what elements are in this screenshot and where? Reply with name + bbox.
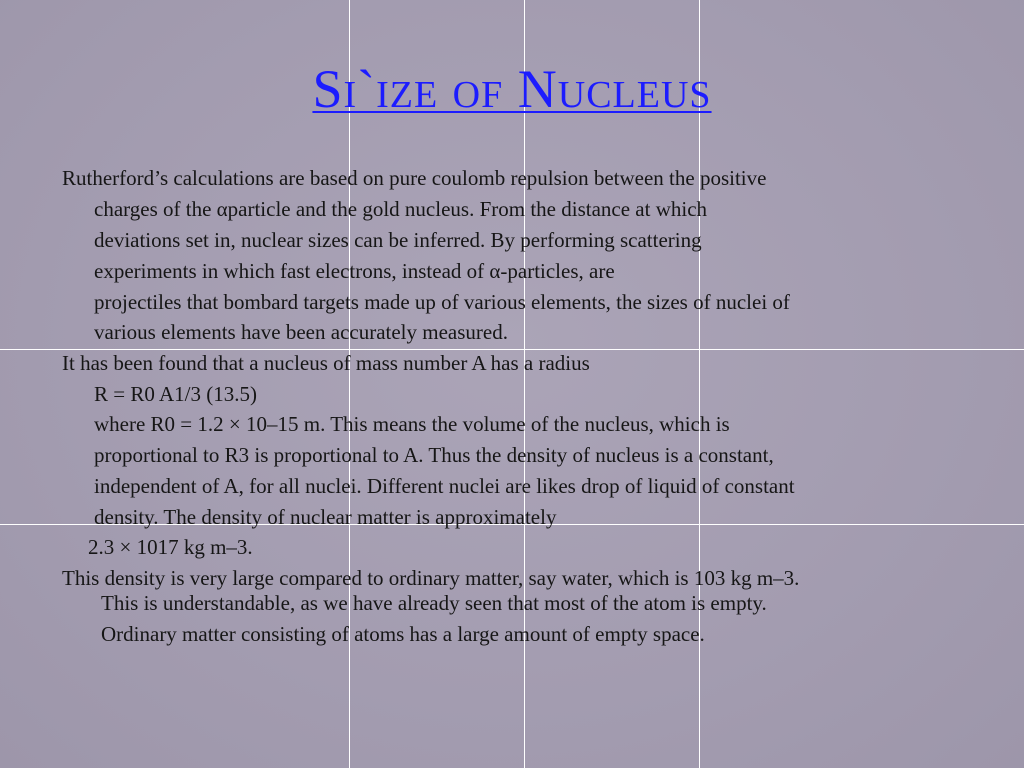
body-line: various elements have been accurately measured. [94, 320, 508, 344]
body-line: proportional to R3 is proportional to A. Thus the density of nucleus is a constant, [94, 443, 774, 467]
body-line: It has been found that a nucleus of mass number A has a radius [62, 351, 590, 375]
body-line: density. The density of nuclear matter is approximately [94, 505, 557, 529]
body-line: 2.3 × 1017 kg m–3. [88, 535, 253, 559]
body-line: This is understandable, as we have already seen that most of the atom is empty. [101, 591, 767, 615]
slide-title: Si`ize of Nucleus [312, 59, 712, 119]
body-line: deviations set in, nuclear sizes can be inferred. By performing scattering [94, 228, 702, 252]
body-line: Ordinary matter consisting of atoms has a large amount of empty space. [101, 622, 705, 646]
body-line: R = R0 A1/3 (13.5) [94, 382, 257, 406]
body-line: charges of the αparticle and the gold nucleus. From the distance at which [94, 197, 708, 221]
body-line: This density is very large compared to ordinary matter, say water, which is 103 kg m–3. [62, 566, 800, 590]
body-line: projectiles that bombard targets made up of various elements, the sizes of nuclei of [94, 290, 790, 314]
body-line: Rutherford’s calculations are based on pure coulomb repulsion between the positive [62, 166, 767, 190]
grid-line-horizontal [0, 349, 1024, 350]
body-line: where R0 = 1.2 × 10–15 m. This means the volume of the nucleus, which is [94, 412, 730, 436]
body-line: experiments in which fast electrons, instead of α-particles, are [94, 259, 615, 283]
body-line: independent of A, for all nuclei. Different nuclei are likes drop of liquid of constant [94, 474, 795, 498]
